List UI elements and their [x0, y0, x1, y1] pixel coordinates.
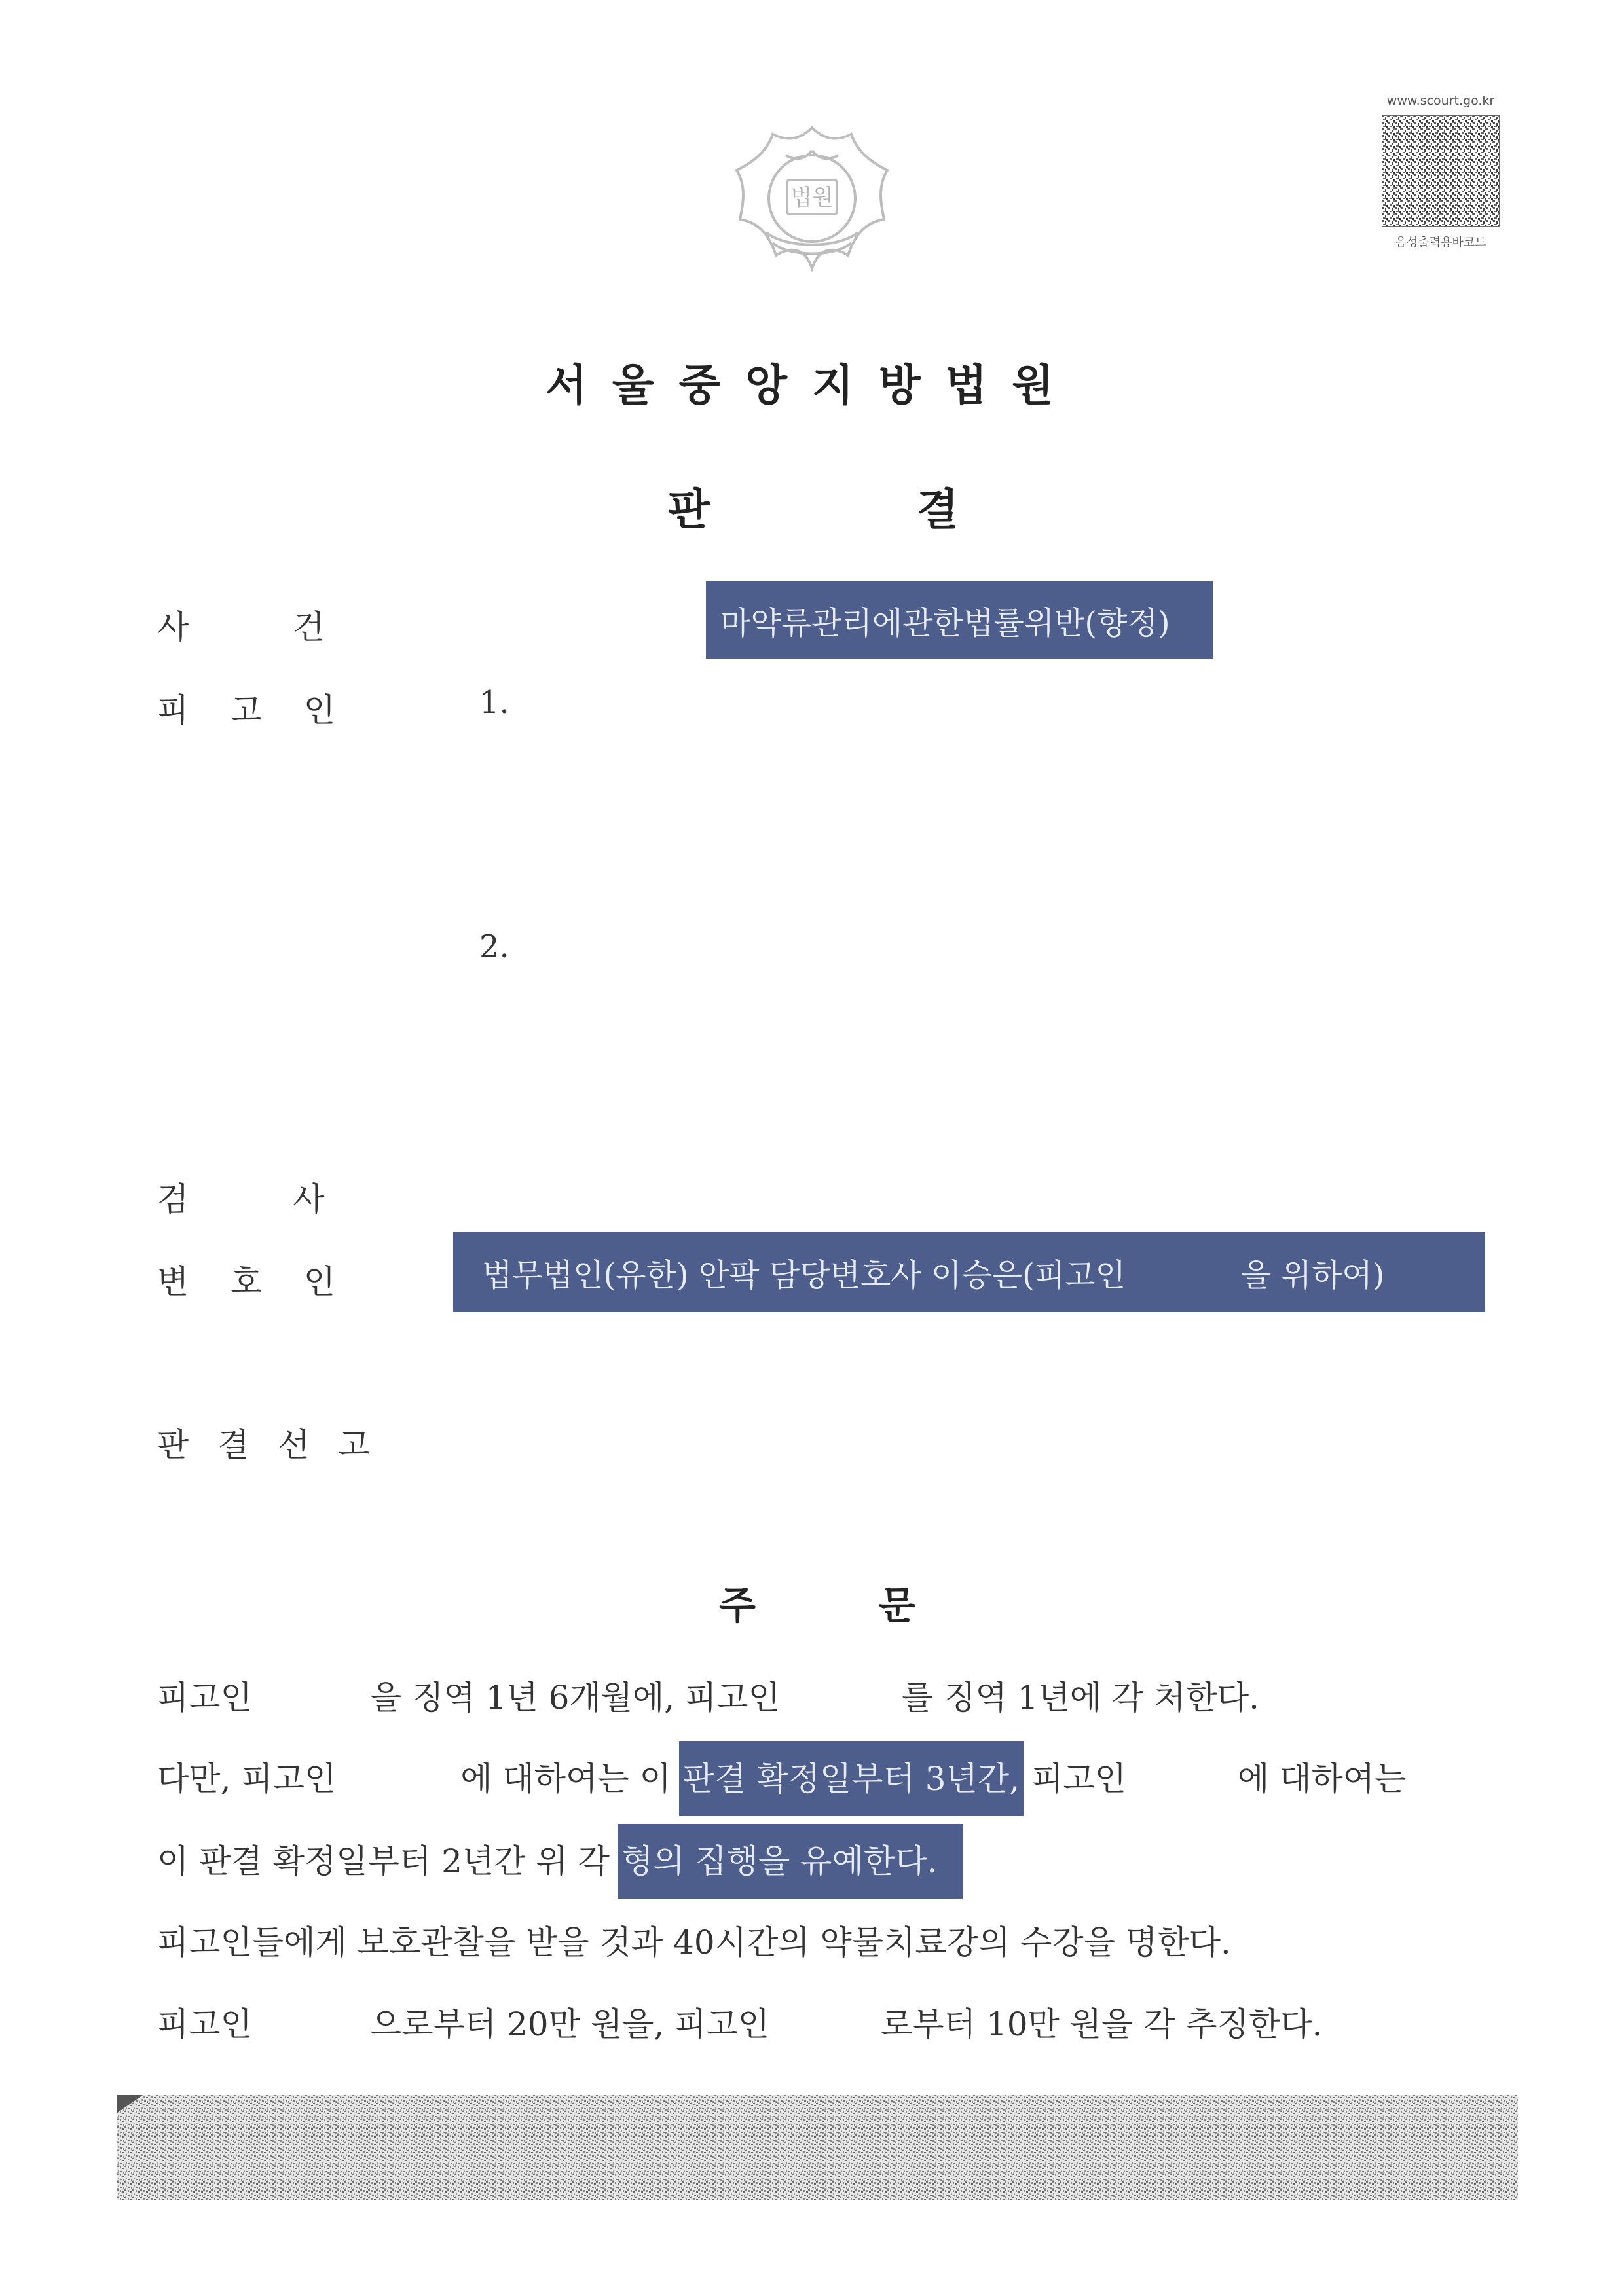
defendant-label: 피 고 인	[157, 691, 336, 729]
order-line-1-part-a: 피고인	[157, 1679, 252, 1717]
sentencing-date-label: 판 결 선 고	[157, 1426, 379, 1464]
order-line-2-part-b: 에 대하여는 이	[460, 1760, 671, 1798]
order-heading-second-char: 문	[879, 1583, 916, 1628]
order-line-2	[157, 1753, 1406, 1800]
qr-caption-text: 음성출력용바코드	[1395, 236, 1486, 249]
order-line-3	[157, 1835, 963, 1882]
court-emblem-icon	[727, 115, 897, 285]
case-label: 사 건	[157, 608, 325, 646]
counsel-value-part2: 을 위하여)	[1240, 1256, 1385, 1294]
order-line-2-part-a: 다만, 피고인	[157, 1760, 337, 1798]
order-line-5-part-a: 피고인	[157, 2005, 252, 2043]
order-line-4: 피고인들에게 보호관찰을 받을 것과 40시간의 약물치료강의 수강을 명한다.	[157, 1923, 1231, 1961]
order-line-5-part-b: 으로부터 20만 원을, 피고인	[369, 2005, 770, 2043]
defendant-item-2: 2.	[479, 928, 509, 965]
order-heading-first-char: 주	[719, 1583, 756, 1628]
document-title-second-char: 결	[917, 484, 959, 535]
order-line-2-part-d: 피고인	[1031, 1760, 1126, 1798]
footer-barcode-icon	[117, 2095, 1518, 2200]
order-line-2-part-e: 에 대하여는	[1238, 1760, 1407, 1798]
document-title-first-char: 판	[668, 484, 710, 535]
counsel-label: 변 호 인	[157, 1263, 336, 1301]
order-line-5-part-c: 로부터 10만 원을 각 추징한다.	[881, 2005, 1323, 2043]
order-line-1-part-b: 을 징역 1년 6개월에, 피고인	[369, 1679, 780, 1717]
court-name-heading: 서울중앙지방법원	[545, 360, 1079, 410]
order-line-2-highlighted: 판결 확정일부터 3년간,	[679, 1741, 1024, 1816]
qr-url-text: www.scourt.go.kr	[1386, 94, 1495, 108]
case-name-value: 마약류관리에관한법률위반(향정)	[706, 581, 1213, 659]
order-line-3-highlighted: 형의 집행을 유예한다.	[618, 1824, 963, 1899]
order-line-1-part-c: 를 징역 1년에 각 처한다.	[902, 1679, 1259, 1717]
emblem-seal-text: 법원	[790, 185, 834, 211]
defendant-item-1: 1.	[479, 684, 509, 721]
order-line-1	[157, 1671, 1259, 1719]
qr-barcode-icon	[1382, 115, 1500, 227]
order-line-5	[157, 1998, 1323, 2045]
counsel-value	[453, 1232, 1485, 1312]
counsel-value-part1: 법무법인(유한) 안팍 담당변호사 이승은(피고인	[482, 1256, 1126, 1294]
prosecutor-label: 검 사	[157, 1180, 325, 1218]
order-line-3-part-a: 이 판결 확정일부터 2년간 위 각	[157, 1842, 610, 1880]
